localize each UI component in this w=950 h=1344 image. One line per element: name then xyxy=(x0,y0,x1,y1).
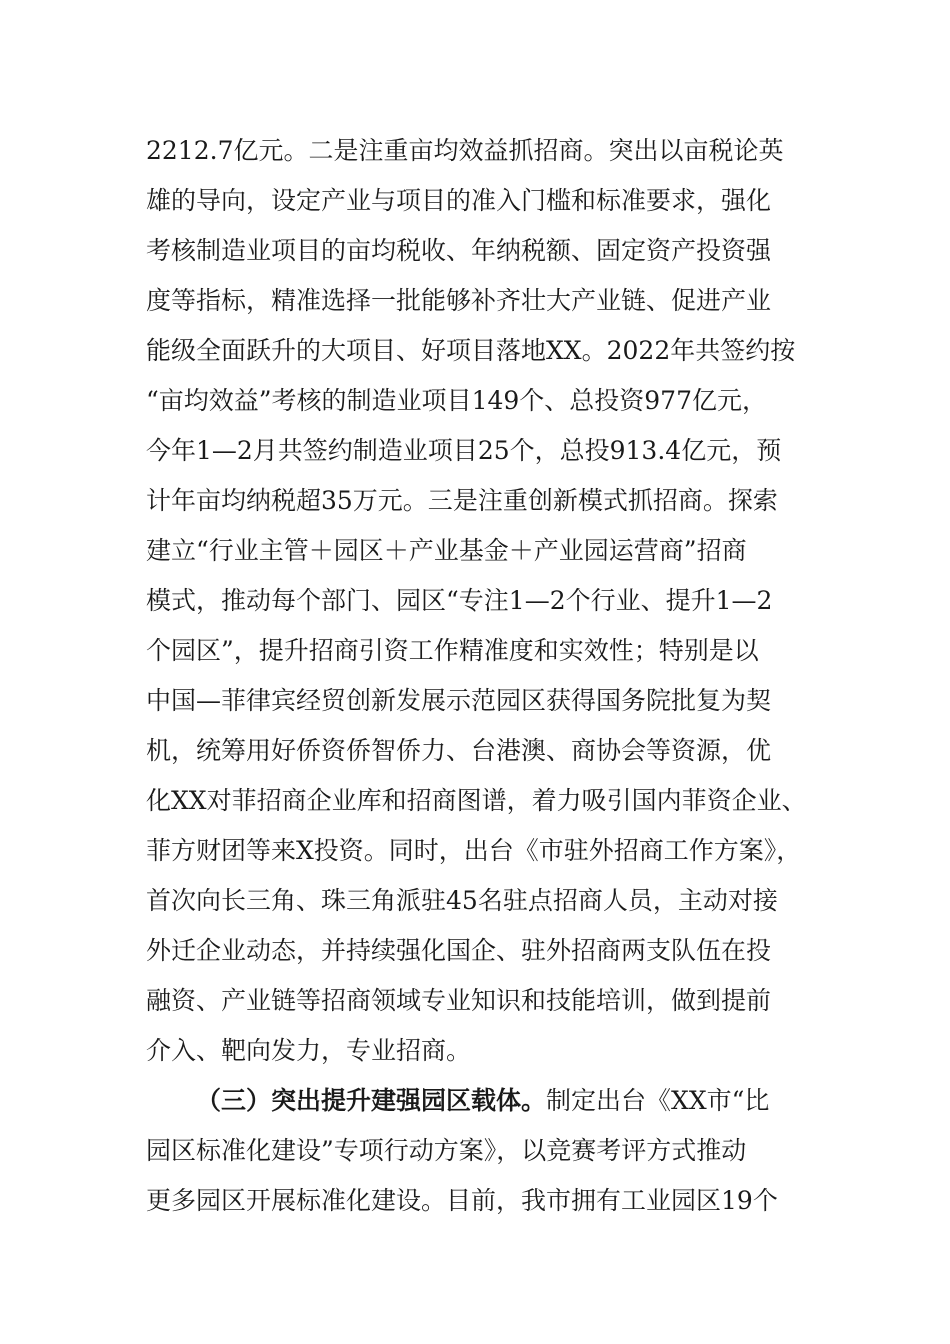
text-line: 计年亩均纳税超35万元。三是注重创新模式抓招商。探索 xyxy=(146,486,778,515)
text-line: 介入、靶向发力，专业招商。 xyxy=(146,1036,472,1065)
section-heading: （三）突出提升建强园区载体。 xyxy=(196,1086,547,1115)
text-line: 考核制造业项目的亩均税收、年纳税额、固定资产投资强 xyxy=(146,236,772,265)
text-line: 中国—菲律宾经贸创新发展示范园区获得国务院批复为契 xyxy=(146,686,772,715)
text-line: 外迁企业动态，并持续强化国企、驻外招商两支队伍在投 xyxy=(146,936,772,965)
text-line: 度等指标，精准选择一批能够补齐壮大产业链、促进产业 xyxy=(146,286,772,315)
text-line: 菲方财团等来X投资。同时，出台《市驻外招商工作方案》， xyxy=(146,836,802,865)
text-line: 能级全面跃升的大项目、好项目落地XX。2022年共签约按 xyxy=(146,336,796,365)
text-line: 建立“行业主管＋园区＋产业基金＋产业园运营商”招商 xyxy=(146,536,747,565)
paragraph-investment xyxy=(146,126,836,1076)
text-line: 首次向长三角、珠三角派驻45名驻点招商人员，主动对接 xyxy=(146,886,778,915)
text-line xyxy=(146,1076,836,1126)
paragraph-parks xyxy=(146,1076,836,1226)
body-text xyxy=(146,126,836,1226)
text-line: 雄的导向，设定产业与项目的准入门槛和标准要求，强化 xyxy=(146,186,772,215)
text-line: 更多园区开展标准化建设。目前，我市拥有工业园区19个 xyxy=(146,1186,778,1215)
text-line: 个园区”，提升招商引资工作精准度和实效性；特别是以 xyxy=(146,636,759,665)
text-line: 化XX对菲招商企业库和招商图谱，着力吸引国内菲资企业、 xyxy=(146,786,807,815)
text-line: 2212.7亿元。二是注重亩均效益抓招商。突出以亩税论英 xyxy=(146,136,784,165)
text-line: “亩均效益”考核的制造业项目149个、总投资977亿元， xyxy=(146,386,767,415)
text-line: 今年1—2月共签约制造业项目25个，总投913.4亿元，预 xyxy=(146,436,782,465)
text-segment: 制定出台《XX市“比 xyxy=(546,1086,770,1115)
text-line: 园区标准化建设”专项行动方案》，以竞赛考评方式推动 xyxy=(146,1136,747,1165)
text-line: 模式，推动每个部门、园区“专注1—2个行业、提升1—2 xyxy=(146,586,773,615)
text-line: 融资、产业链等招商领域专业知识和技能培训，做到提前 xyxy=(146,986,772,1015)
text-line: 机，统筹用好侨资侨智侨力、台港澳、商协会等资源，优 xyxy=(146,736,772,765)
